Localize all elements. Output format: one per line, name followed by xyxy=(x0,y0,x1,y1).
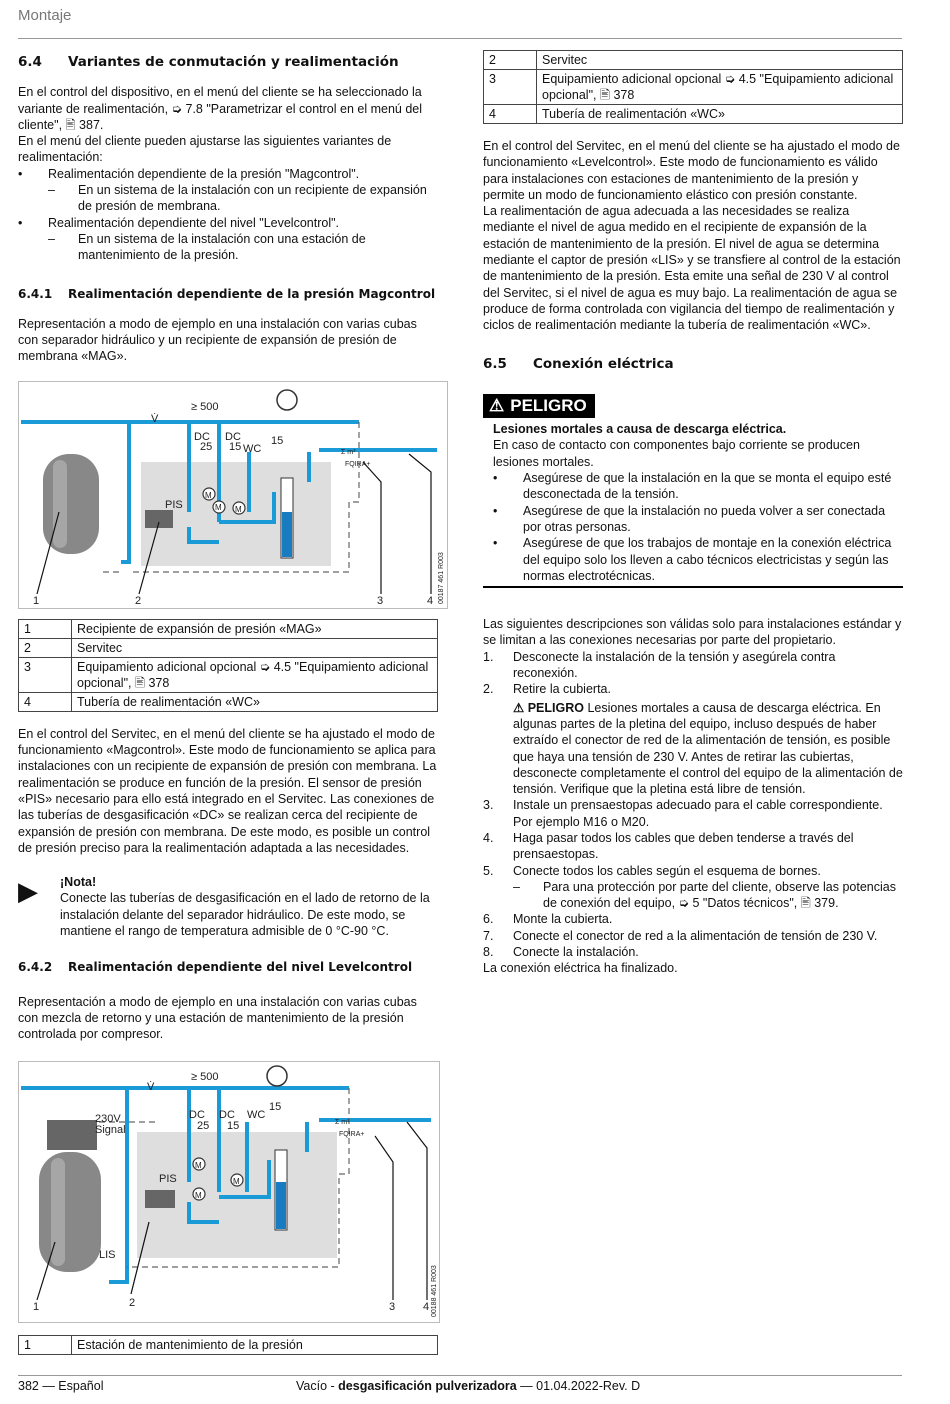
callout-1: 1 xyxy=(33,594,40,607)
page-header-title: Montaje xyxy=(18,7,72,24)
section-number: 6.4.1 xyxy=(18,286,53,301)
callout-4: 4 xyxy=(423,1300,430,1313)
legend-row xyxy=(19,619,438,638)
legend-row xyxy=(484,70,903,105)
legend-row xyxy=(19,1335,438,1354)
step-text: Desconecte la instalación de la tensión y asegúrela contra reconexión. xyxy=(513,649,836,681)
bullet-item xyxy=(18,215,438,231)
paragraph: En el menú del cliente pueden ajustarse las siguientes variantes de realimentación: xyxy=(18,134,392,165)
section-6-5-heading xyxy=(483,356,903,372)
bullet-mark: • xyxy=(493,471,498,486)
paragraph: Representación a modo de ejemplo en una instalación con varias cubas con separador hidráulico y un recipiente de expansión de presión de membrana «MAG». xyxy=(18,316,417,364)
paragraph: La conexión eléctrica ha finalizado. xyxy=(483,961,678,976)
step-number: 4. xyxy=(483,830,494,845)
legend-key: 4 xyxy=(19,692,72,711)
dn-label: 15 xyxy=(271,434,284,447)
motor-label: M xyxy=(215,502,222,512)
bullet-text: Realimentación dependiente de la presión "Magcontrol". xyxy=(48,166,360,181)
danger-bullets xyxy=(493,470,903,584)
callout-3: 3 xyxy=(389,1300,396,1313)
motor-label: M xyxy=(235,504,242,514)
bullet-text: Asegúrese de que los trabajos de montaje en la conexión eléctrica del equipo solo los lleven a cabo técnicos electricistas y según las normas electrotécnicas. xyxy=(523,536,892,583)
dim-label: ≥ 500 xyxy=(191,400,219,413)
steps-list xyxy=(483,911,903,960)
callout-1: 1 xyxy=(33,1300,40,1313)
bullet-text: Asegúrese de que la instalación en la que se monta el equipo esté desconectada de la tensión. xyxy=(523,471,892,502)
danger-bullet-item xyxy=(493,535,903,584)
section-6-4-2-heading xyxy=(18,959,438,975)
figure-code: 00187 461 R003 xyxy=(438,551,445,604)
step-number: 6. xyxy=(483,912,494,927)
paragraph: En el control del dispositivo, en el menú del cliente se ha seleccionado la variante de realimentación, ➭ 7.8 "Parametrizar el control en el menú del cliente", 🖹 387. xyxy=(18,85,423,132)
legend-value: Recipiente de expansión de presión «MAG» xyxy=(72,619,438,638)
footer-doc-bold: desgasificación pulverizadora xyxy=(338,1379,517,1393)
dc-label: DC xyxy=(189,1108,205,1121)
pis-label: PIS xyxy=(159,1172,177,1185)
dash-mark: – xyxy=(513,879,520,894)
step-item xyxy=(483,649,903,682)
bullet-text: Asegúrese de que la instalación no pueda volver a ser conectada por otras personas. xyxy=(523,503,886,534)
section-6-4-1-heading xyxy=(18,286,438,302)
callout-3: 3 xyxy=(377,594,384,607)
paragraph: Las siguientes descripciones son válidas solo para instalaciones estándar y se limitan a las conexiones necesarias por parte del propietario. xyxy=(483,617,902,648)
legend-key: 1 xyxy=(19,1335,72,1354)
step-number: 3. xyxy=(483,798,494,813)
inline-danger-text: Lesiones mortales a causa de descarga eléctrica. En algunas partes de la pletina del equipo, incluso después de haber extraído el conector de red de la alimentación de tensión, es posible que haya una tensión de 230 V. Antes de retirar las cubiertas, desconecte completamente el control del equipo de la alimentación de tensión. Verifique que la pletina está libre de tensión. xyxy=(513,700,903,797)
legend-key: 2 xyxy=(19,638,72,657)
legend-value: Equipamiento adicional opcional ➭ 4.5 "Equipamiento adicional opcional", 🖹 378 xyxy=(72,657,438,692)
dash-mark: – xyxy=(48,183,55,198)
bullet-mark: • xyxy=(493,503,498,518)
pis-sensor xyxy=(145,510,173,528)
steps-list xyxy=(483,797,903,878)
section-title: Variantes de conmutación y realimentación xyxy=(68,54,399,70)
pressure-gauge-icon xyxy=(267,1066,287,1086)
note-arrow-icon: ▶ xyxy=(18,876,38,907)
pis-label: PIS xyxy=(165,498,183,511)
legend-row xyxy=(19,692,438,711)
danger-body xyxy=(483,421,903,588)
legend-table-3 xyxy=(18,1335,438,1355)
dn-label: 15 xyxy=(269,1100,282,1113)
footer-divider xyxy=(18,1375,902,1376)
bullet-mark: • xyxy=(493,536,498,551)
legend-key: 1 xyxy=(19,619,72,638)
motor-label: M xyxy=(195,1160,202,1170)
dn-label: 25 xyxy=(200,440,213,453)
bullet-mark: • xyxy=(18,166,23,181)
step-number: 5. xyxy=(483,863,494,878)
meter-label: Σ m³ xyxy=(335,1118,350,1126)
step-text: Conecte todos los cables según el esquema de bornes. xyxy=(513,863,821,878)
legend-value: Equipamiento adicional opcional ➭ 4.5 "Equipamiento adicional opcional", 🖹 378 xyxy=(537,70,903,105)
step-number: 8. xyxy=(483,945,494,960)
step-text: Conecte el conector de red a la alimentación de tensión de 230 V. xyxy=(513,928,878,943)
warning-icon: ⚠ xyxy=(489,395,505,415)
section-6-4-heading xyxy=(18,54,438,70)
danger-label: PELIGRO xyxy=(510,395,587,415)
section-title: Realimentación dependiente del nivel Levelcontrol xyxy=(68,960,413,975)
footer-doc-post: — 01.04.2022-Rev. D xyxy=(516,1379,641,1393)
header-divider xyxy=(18,38,902,39)
lis-label: LIS xyxy=(99,1248,116,1261)
compressor-unit xyxy=(47,1120,97,1150)
signal-label: 230V xyxy=(95,1112,121,1125)
pressure-gauge-icon xyxy=(277,390,297,410)
note-text: Conecte las tuberías de desgasificación en el lado de retorno de la instalación delante del separador hidráulico. De este modo, se mantiene el rango de temperatura admisible de 0 °C-90 °C. xyxy=(60,891,430,939)
legend-key: 3 xyxy=(484,70,537,105)
bullet-mark: • xyxy=(18,215,23,230)
motor-label: M xyxy=(233,1176,240,1186)
inline-danger-label: PELIGRO xyxy=(527,700,584,715)
section-number: 6.5 xyxy=(483,355,507,372)
danger-text: En caso de contacto con componentes bajo corriente se producen lesiones mortales. xyxy=(493,438,860,469)
motor-label: M xyxy=(195,1190,202,1200)
danger-badge xyxy=(483,394,595,418)
flow-label: V̇ xyxy=(147,1080,155,1093)
sub-item xyxy=(18,182,438,215)
paragraph: En el control del Servitec, en el menú del cliente se ha ajustado el modo de funcionamiento «Magcontrol». Este modo de funcionamiento se aplica para instalaciones con un recipiente de expansión de presión con membrana. La realimentación se produce en función de la presión. El sensor de presión «PIS» necesario para ello está integrado en el Servitec. Las conexiones de las tuberías de desgasificación «DC» se realizan cerca del recipiente de expansión de presión con membrana. De este modo, es posible un control de presión preciso para la realimentación adaptada a las necesidades. xyxy=(18,726,437,855)
legend-key: 2 xyxy=(484,51,537,70)
section-number: 6.4 xyxy=(18,54,42,70)
sub-item xyxy=(18,231,438,264)
dash-mark: – xyxy=(48,231,55,246)
fqira-label: FQIRA+ xyxy=(345,460,371,468)
step-item xyxy=(483,681,903,697)
footer-doc xyxy=(296,1378,640,1394)
step-item xyxy=(483,830,903,863)
sub-text: En un sistema de la instalación con una estación de mantenimiento de la presión. xyxy=(78,231,366,263)
dc-label: DC xyxy=(225,430,241,443)
dim-label: ≥ 500 xyxy=(191,1070,219,1083)
figure-code: 00188 461 R003 xyxy=(431,1264,438,1317)
sub-item xyxy=(483,879,903,912)
legend-key: 4 xyxy=(484,105,537,124)
footer-page: 382 — Español xyxy=(18,1379,104,1393)
danger-bullet-item xyxy=(493,503,903,536)
bullet-text: Realimentación dependiente del nivel "Levelcontrol". xyxy=(48,215,340,230)
levelcontrol-diagram xyxy=(18,1061,440,1323)
paragraph: Representación a modo de ejemplo en una instalación con varias cubas con mezcla de retorno y una estación de mantenimiento de la presión controlada por compresor. xyxy=(18,994,417,1042)
wc-label: WC xyxy=(247,1108,266,1121)
legend-row xyxy=(19,657,438,692)
bullet-item xyxy=(18,166,438,182)
magcontrol-diagram xyxy=(18,381,448,609)
note-box xyxy=(18,874,438,939)
legend-value: Tubería de realimentación «WC» xyxy=(72,692,438,711)
legend-value: Tubería de realimentación «WC» xyxy=(537,105,903,124)
legend-value: Estación de mantenimiento de la presión xyxy=(72,1335,438,1354)
inline-danger xyxy=(483,700,903,798)
legend-table-1 xyxy=(18,619,438,712)
wc-label: WC xyxy=(243,442,262,455)
callout-2: 2 xyxy=(135,594,142,607)
step-text: Instale un prensaestopas adecuado para el cable correspondiente. Por ejemplo M16 o M20. xyxy=(513,798,883,829)
dn-label: 25 xyxy=(197,1119,210,1132)
legend-key: 3 xyxy=(19,657,72,692)
step-item xyxy=(483,928,903,944)
sub-text: En un sistema de la instalación con un recipiente de expansión de presión de membrana. xyxy=(78,183,427,214)
step-item xyxy=(483,944,903,960)
dc-label: DC xyxy=(219,1108,235,1121)
danger-title: Lesiones mortales a causa de descarga eléctrica. xyxy=(493,422,787,437)
danger-bullet-item xyxy=(493,470,903,503)
step-text: Retire la cubierta. xyxy=(513,682,611,697)
section-title: Conexión eléctrica xyxy=(533,355,674,372)
step-item xyxy=(483,911,903,927)
step-number: 1. xyxy=(483,649,494,664)
step-text: Haga pasar todos los cables que deben tenderse a través del prensaestopas. xyxy=(513,830,854,862)
steps-list xyxy=(483,649,903,698)
danger-box xyxy=(483,394,903,588)
legend-row xyxy=(19,638,438,657)
fqira-label: FQIRA+ xyxy=(339,1130,365,1138)
section-title: Realimentación dependiente de la presión Magcontrol xyxy=(68,286,436,301)
step-text: Conecte la instalación. xyxy=(513,945,639,960)
signal-label: Signal xyxy=(95,1123,126,1136)
pressure-station-vessel xyxy=(39,1152,101,1272)
sub-text: Para una protección por parte del cliente, observe las potencias de conexión del equipo, ➭ 5 "Datos técnicos", 🖹 379. xyxy=(543,879,896,911)
step-item xyxy=(483,797,903,830)
note-title: ¡Nota! xyxy=(60,875,97,890)
meter-label: Σ m³ xyxy=(341,448,356,456)
callout-4: 4 xyxy=(427,594,434,607)
section-number: 6.4.2 xyxy=(18,960,53,975)
footer-doc-pre: Vacío - xyxy=(296,1379,339,1393)
motor-label: M xyxy=(205,490,212,500)
pis-sensor xyxy=(145,1190,175,1208)
callout-2: 2 xyxy=(129,1296,136,1309)
warning-icon: ⚠ xyxy=(513,700,525,715)
legend-row xyxy=(484,51,903,70)
step-number: 2. xyxy=(483,682,494,697)
legend-value: Servitec xyxy=(537,51,903,70)
paragraph: En el control del Servitec, en el menú del cliente se ha ajustado el modo de funcionamiento «Levelcontrol». Este modo de funcionamiento es válido para instalaciones con estaciones de mantenimiento de la presión y permite un modo de funcionamiento elástico con presión constante. xyxy=(483,139,900,202)
legend-row xyxy=(484,105,903,124)
right-column xyxy=(483,50,903,977)
legend-value: Servitec xyxy=(72,638,438,657)
left-column xyxy=(18,50,445,1355)
dn-label: 15 xyxy=(227,1119,240,1132)
flow-label: V̇ xyxy=(151,412,159,425)
dc-label: DC xyxy=(194,430,210,443)
legend-table-2 xyxy=(483,50,903,124)
step-item xyxy=(483,863,903,879)
step-number: 7. xyxy=(483,928,494,943)
paragraph: La realimentación de agua adecuada a las necesidades se realiza mediante el nivel de agua medido en el recipiente de expansión de la estación de mantenimiento de la presión. El nivel de agua se determina mediante el captor de presión «LIS» y se transfiere al control de la estación de mantenimiento de la presión. Esta emite una señal de 230 V al control del Servitec, si el nivel de agua es muy bajo. La realimentación de agua se produce de forma controlada con vigilancia del tiempo de realimentación y ciclos de realimentación mediante la tubería de realimentación «WC». xyxy=(483,204,901,333)
step-text: Monte la cubierta. xyxy=(513,912,613,927)
dn-label: 15 xyxy=(229,440,242,453)
